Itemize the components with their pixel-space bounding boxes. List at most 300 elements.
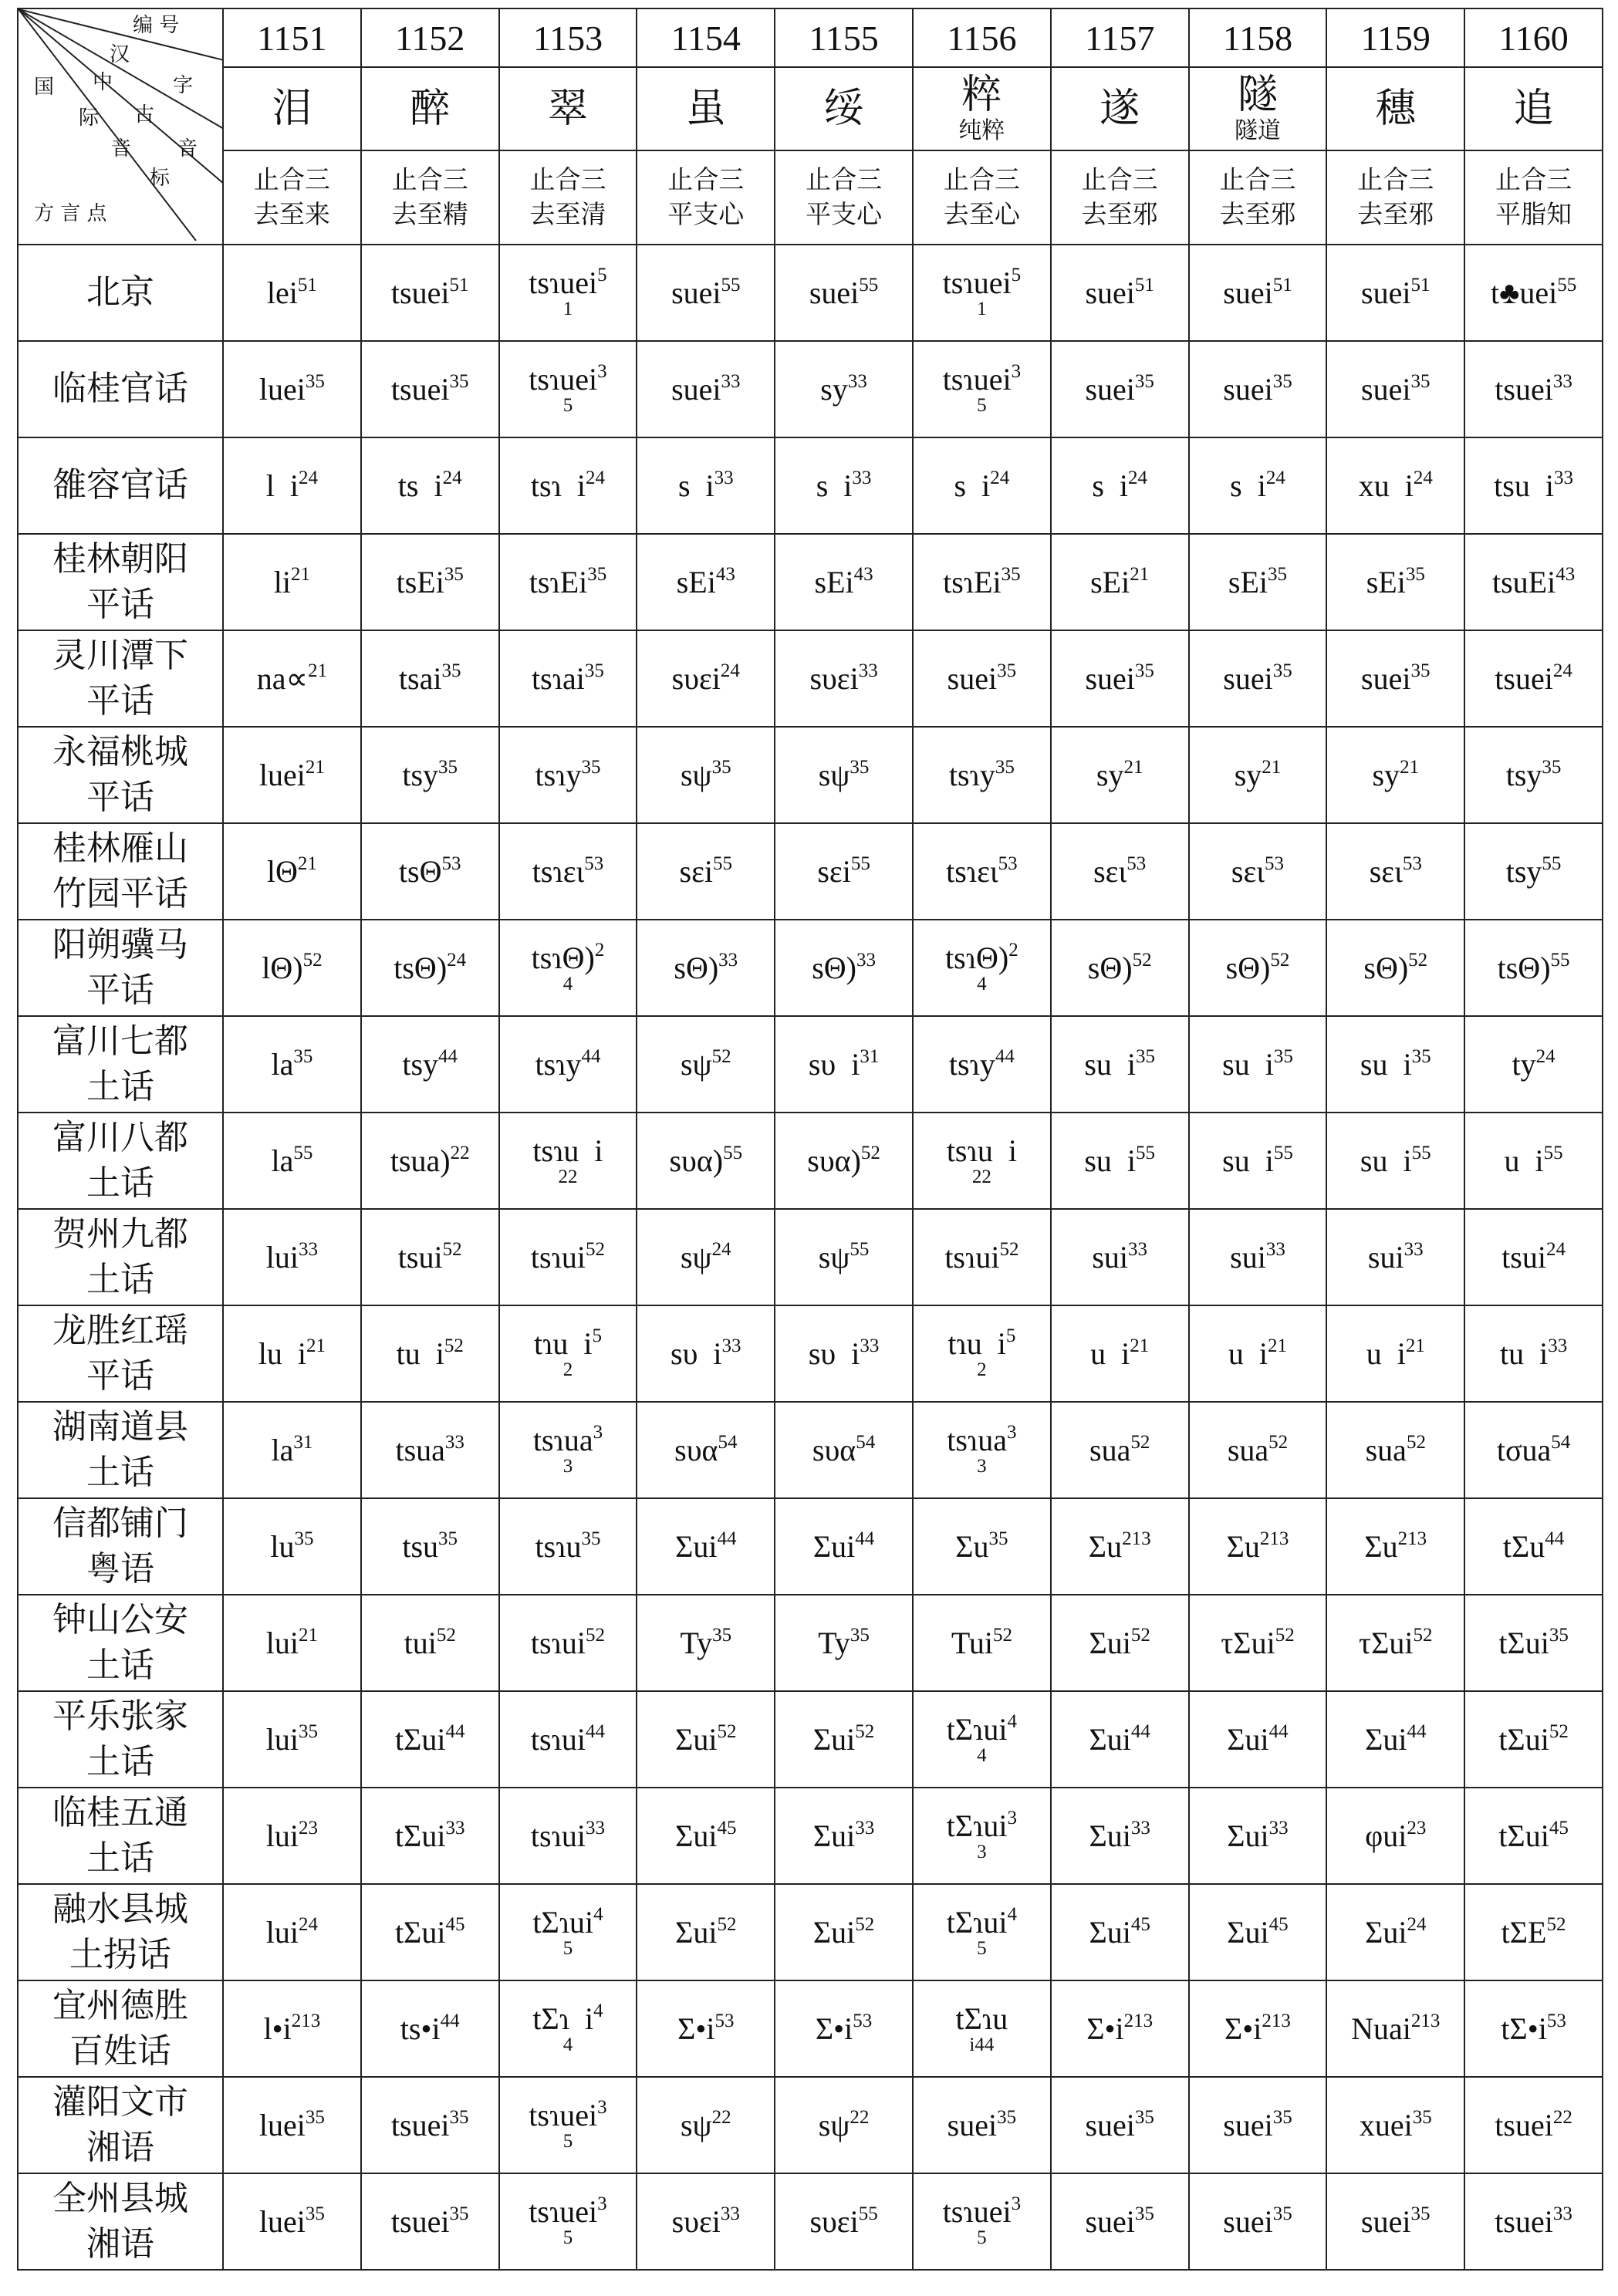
phonetic-line: [1465, 370, 1602, 407]
phonetic-cell: [361, 1305, 499, 1402]
corner-label-fangyandian: 方 言 点: [34, 202, 107, 225]
phonetic-line: [362, 370, 498, 407]
phonetic-transcription: u i: [1504, 1143, 1544, 1178]
character-glyph: 穗: [1375, 86, 1416, 132]
tone-value: 53: [714, 2010, 735, 2031]
phonetic-line: [775, 660, 912, 696]
phonetic-transcription: tsɿai: [532, 660, 585, 696]
phonetic-line: [362, 1238, 498, 1275]
tone-value: 22: [850, 2106, 870, 2128]
phonetic-transcription: lui: [265, 1721, 299, 1757]
column-number: 1154: [637, 8, 775, 67]
phonetic-transcription: Σui: [1227, 1721, 1269, 1757]
tone-value: 22: [711, 2106, 731, 2128]
tone-value: 55: [859, 274, 879, 295]
phonetic-transcription: sυα): [807, 1143, 861, 1178]
phonetic-line: [637, 853, 774, 889]
dialect-location: [18, 437, 223, 534]
dialect-location-line2: 土话: [86, 1066, 154, 1106]
phonetic-transcription: sυεi: [671, 660, 721, 696]
phonetic-line: [914, 1711, 1050, 1747]
phonetic-cell: [637, 1113, 775, 1209]
phonetic-line: [224, 2203, 360, 2239]
phonetic-cell: [223, 1016, 361, 1113]
tone-value: 213: [1123, 2010, 1154, 2031]
phonetic-transcription: sΘ): [674, 950, 719, 985]
tone-value: 21: [305, 756, 325, 778]
phonetic-transcription: tsɿuei: [942, 265, 1012, 300]
phonetic-cell: [637, 1884, 775, 1980]
phonetic-line: [1190, 1913, 1326, 1950]
tone-value: 55: [858, 2203, 878, 2224]
phonetic-line: [500, 1135, 637, 1167]
phonetic-cell: [361, 1691, 499, 1788]
phonetic-cell: [1189, 1305, 1327, 1402]
phonetic-line: [1190, 1142, 1326, 1178]
phonetic-cell: [1326, 1884, 1464, 1980]
dialect-location-line1: 钟山公安: [52, 1600, 188, 1640]
tone-value: 35: [1136, 1045, 1156, 1067]
phonetic-cell: [499, 437, 637, 534]
phonetic-cell: [1189, 1498, 1327, 1595]
phonetic-cell: [361, 727, 499, 823]
dialect-row: [18, 1595, 1603, 1691]
dialect-table: [17, 8, 1603, 2271]
tone-value: 52: [442, 1238, 462, 1260]
phonetic-cell: [1051, 1305, 1189, 1402]
tone-value: 51: [297, 274, 317, 295]
tone-value: 213: [1122, 1528, 1151, 1549]
phonetic-line: [1327, 756, 1464, 792]
tone-value: 4: [593, 1904, 603, 1925]
phonetic-transcription: Ty: [680, 1625, 713, 1660]
phonetic-cell: [1464, 727, 1603, 823]
phonetic-line: [637, 467, 774, 503]
phonetic-cell: [1326, 437, 1464, 534]
middle-chinese-rhyme: 止合三: [1081, 164, 1158, 195]
phonetic-cell: [1189, 920, 1327, 1016]
phonetic-transcription: tsɿy: [535, 1046, 582, 1082]
dialect-location-line1: 富川八都: [52, 1118, 188, 1158]
phonetic-cell: [1464, 1113, 1603, 1209]
phonetic-cell: [637, 727, 775, 823]
phonetic-line: [500, 1238, 637, 1275]
phonetic-cell: [637, 1402, 775, 1498]
phonetic-cell: [1051, 1788, 1189, 1884]
character-glyph: 粹: [961, 71, 1002, 118]
phonetic-transcription: suei: [809, 275, 860, 310]
phonetic-line: [914, 853, 1050, 889]
phonetic-cell: [1189, 1691, 1327, 1788]
tone-value: 44: [717, 1528, 737, 1549]
phonetic-cell: [499, 1884, 637, 1980]
phonetic-transcription: lei: [266, 275, 298, 310]
phonetic-line: [1327, 660, 1464, 696]
phonetic-line: [1052, 2010, 1188, 2046]
character-glyph: 遂: [1099, 86, 1140, 132]
middle-chinese-tone-initial: 去至来: [253, 199, 330, 229]
phonetic-cell: [1326, 727, 1464, 823]
phonetic-cell: [361, 1402, 499, 1498]
tone-value: 35: [305, 2203, 325, 2224]
phonetic-line: [914, 1045, 1050, 1082]
tone-value: 35: [1542, 756, 1562, 778]
phonetic-line: [500, 467, 637, 503]
tone-value: 24: [1413, 467, 1433, 488]
phonetic-transcription: tsɿui: [530, 1721, 586, 1757]
phonetic-cell: [775, 920, 913, 1016]
phonetic-line: [1190, 2010, 1326, 2046]
phonetic-line: [362, 274, 498, 310]
phonetic-cell: [1051, 1402, 1189, 1498]
middle-chinese-tone-initial: 平支心: [667, 199, 745, 229]
phonetic-cell: [1051, 1884, 1189, 1980]
phonetic-transcription: sui: [1092, 1239, 1129, 1275]
phonetic-transcription: Tui: [951, 1625, 993, 1660]
phonetic-line: [1190, 756, 1326, 792]
phonetic-transcription: Σui: [675, 1721, 718, 1757]
tone-value: 52: [855, 1720, 875, 1742]
tone-value: 33: [1548, 1335, 1568, 1356]
phonetic-cell: [361, 437, 499, 534]
tone-value: 53: [853, 2010, 873, 2031]
phonetic-line: [637, 1913, 774, 1950]
character-glyph: 醉: [410, 86, 451, 132]
middle-chinese-tone-initial: 去至邪: [1357, 199, 1434, 229]
dialect-location: [18, 1305, 223, 1402]
phonetic-line: [775, 853, 912, 889]
phonetic-line: [914, 467, 1050, 503]
phonetic-line: [914, 1624, 1050, 1660]
phonetic-transcription: τΣui: [1221, 1625, 1275, 1660]
phonetic-cell: [1464, 2173, 1603, 2270]
phonetic-transcription: Σ•i: [1224, 2011, 1262, 2046]
phonetic-line: [500, 267, 637, 299]
tone-value: 24: [1407, 1913, 1427, 1935]
phonetic-line: [500, 1720, 637, 1757]
phonetic-transcription: tsɿΘ): [945, 940, 1009, 975]
phonetic-transcription: tsɿy: [948, 757, 995, 792]
column-number: 1157: [1051, 8, 1189, 67]
tone-value: 21: [1123, 756, 1143, 778]
tone-value: 33: [1265, 1238, 1285, 1260]
phonetic-transcription: ts i: [397, 468, 443, 503]
phonetic-cell: [223, 1595, 361, 1691]
phonetic-transcription: Σui: [1089, 1625, 1131, 1660]
phonetic-cell: [1326, 1113, 1464, 1209]
dialect-row: [18, 1498, 1603, 1595]
tone-value: 33: [860, 1335, 880, 1356]
phonetic-cell: [1051, 727, 1189, 823]
phonetic-line: [1465, 756, 1602, 792]
header-row-middle-chinese: [18, 150, 1603, 245]
dialect-location: [18, 1788, 223, 1884]
phonetic-transcription: Σui: [812, 1721, 856, 1757]
tone-value: 53: [441, 853, 461, 874]
corner-label-guoji-2: 际: [79, 106, 100, 130]
middle-chinese-cell: [637, 150, 775, 245]
phonetic-transcription: Σu: [955, 1528, 989, 1564]
phonetic-line: [1465, 1142, 1602, 1178]
phonetic-transcription: sυ i: [808, 1335, 860, 1371]
phonetic-line: [1190, 563, 1326, 599]
phonetic-cell: [1189, 630, 1327, 727]
phonetic-line: [1465, 1335, 1602, 1371]
phonetic-transcription: Σ•i: [677, 2011, 715, 2046]
phonetic-line: [1327, 1624, 1464, 1660]
phonetic-cell: [1326, 1209, 1464, 1305]
phonetic-line: [362, 1624, 498, 1660]
phonetic-cell: [499, 341, 637, 437]
tone-value: 35: [995, 756, 1015, 778]
tone-value: 44: [586, 1720, 606, 1742]
tone-value: 23: [1407, 1817, 1427, 1838]
phonetic-cell: [1464, 1016, 1603, 1113]
phonetic-line: [224, 1431, 360, 1467]
phonetic-line: [1465, 1624, 1602, 1660]
phonetic-cell: [913, 1305, 1051, 1402]
phonetic-cell: [637, 1209, 775, 1305]
tone-value: 52: [1406, 1431, 1426, 1453]
phonetic-transcription: Nuai: [1351, 2011, 1411, 2046]
phonetic-cell: [913, 1209, 1051, 1305]
phonetic-transcription: tsui: [397, 1239, 443, 1275]
dialect-location: [18, 1209, 223, 1305]
phonetic-cell: [361, 1980, 499, 2077]
phonetic-cell: [637, 1016, 775, 1113]
tone-value: 52: [1268, 1431, 1289, 1453]
phonetic-cell: [1051, 1113, 1189, 1209]
phonetic-line: [1052, 1238, 1188, 1275]
tone-value: 44: [855, 1528, 875, 1549]
tone-value: 43: [715, 563, 735, 585]
tone-value: 213: [1259, 1528, 1289, 1549]
tone-value: 53: [1546, 2010, 1566, 2031]
phonetic-cell: [1189, 245, 1327, 341]
tone-value: 35: [441, 660, 461, 681]
phonetic-line: [224, 2010, 360, 2046]
phonetic-transcription: tsy: [1505, 757, 1542, 792]
phonetic-line: [637, 1720, 774, 1757]
phonetic-cell: [913, 630, 1051, 727]
tone-value-wrapped: 22: [558, 1167, 578, 1187]
phonetic-cell: [775, 1402, 913, 1498]
phonetic-transcription: tΣu: [1502, 1528, 1545, 1564]
middle-chinese-tone-initial: 去至清: [529, 199, 606, 229]
phonetic-transcription: tsuei: [1495, 2203, 1553, 2239]
tone-value: 21: [1262, 756, 1282, 778]
phonetic-transcription: la: [271, 1143, 294, 1178]
phonetic-line: [1190, 1045, 1326, 1082]
phonetic-transcription: tsɿuei: [529, 265, 598, 300]
dialect-row: [18, 245, 1603, 341]
phonetic-line: [914, 563, 1050, 599]
phonetic-cell: [1189, 1113, 1327, 1209]
phonetic-cell: [361, 920, 499, 1016]
phonetic-cell: [775, 823, 913, 920]
phonetic-cell: [775, 341, 913, 437]
phonetic-line: [500, 563, 637, 599]
phonetic-line: [224, 1817, 360, 1853]
tone-value: 52: [717, 1720, 737, 1742]
corner-label-yinbiao-1: 音: [111, 137, 132, 160]
phonetic-transcription: sΘ): [1225, 950, 1271, 985]
phonetic-line: [1327, 467, 1464, 503]
phonetic-line: [1465, 1720, 1602, 1757]
phonetic-line: [1190, 1431, 1326, 1467]
phonetic-cell: [1464, 1305, 1603, 1402]
phonetic-transcription: Σui: [1227, 1914, 1269, 1950]
dialect-location: [18, 1113, 223, 1209]
phonetic-line: [1465, 1238, 1602, 1275]
phonetic-cell: [1051, 2173, 1189, 2270]
phonetic-transcription: li: [273, 564, 292, 599]
phonetic-line: [362, 660, 498, 696]
phonetic-cell: [1464, 1402, 1603, 1498]
phonetic-cell: [223, 1305, 361, 1402]
tone-value: 22: [450, 1142, 470, 1163]
phonetic-cell: [637, 534, 775, 630]
dialect-location-line1: 龙胜红瑶: [52, 1311, 188, 1351]
corner-label-yinbiao-2: 音: [177, 137, 198, 160]
middle-chinese-tone-initial: 去至邪: [1219, 199, 1296, 229]
phonetic-cell: [775, 437, 913, 534]
phonetic-cell: [1189, 1788, 1327, 1884]
phonetic-transcription: tsua): [390, 1143, 451, 1178]
phonetic-transcription: na∝: [256, 660, 309, 696]
phonetic-transcription: tsɿEi: [943, 564, 1002, 599]
character-cell: [499, 67, 637, 150]
character-cell: [637, 67, 775, 150]
phonetic-transcription: tsɿy: [948, 1046, 995, 1082]
tone-value: 21: [1405, 1335, 1425, 1356]
dialect-location: [18, 1402, 223, 1498]
phonetic-cell: [1326, 630, 1464, 727]
phonetic-line: [224, 1045, 360, 1082]
dialect-location: [18, 341, 223, 437]
tone-value: 35: [1272, 370, 1292, 392]
phonetic-cell: [361, 534, 499, 630]
phonetic-cell: [1326, 534, 1464, 630]
tone-value: 35: [1410, 2203, 1431, 2224]
phonetic-line: [637, 660, 774, 696]
phonetic-cell: [775, 1113, 913, 1209]
phonetic-line: [1465, 274, 1602, 310]
phonetic-cell: [913, 2077, 1051, 2173]
dialect-location-line2: 土话: [86, 1259, 154, 1299]
phonetic-transcription: tsuei: [390, 2203, 450, 2239]
phonetic-line: [1465, 1817, 1602, 1853]
tone-value: 3: [1007, 1808, 1018, 1828]
phonetic-line: [1052, 1528, 1188, 1564]
tone-value: 35: [438, 756, 458, 778]
dialect-location-line1: 平乐张家: [52, 1697, 188, 1737]
middle-chinese-cell: [1464, 150, 1603, 245]
phonetic-transcription: Σui: [1089, 1818, 1131, 1853]
phonetic-transcription: tsΘ): [394, 950, 448, 985]
tone-value: 24: [442, 467, 462, 488]
phonetic-line: [637, 370, 774, 407]
corner-label-yinbiao-3: 标: [150, 167, 171, 190]
tone-value: 3: [1011, 2193, 1022, 2214]
phonetic-line: [362, 949, 498, 985]
phonetic-line: [637, 1238, 774, 1275]
phonetic-cell: [1326, 920, 1464, 1016]
phonetic-cell: [1326, 1305, 1464, 1402]
middle-chinese-tone-initial: 去至邪: [1081, 199, 1158, 229]
phonetic-line: [500, 1817, 637, 1853]
phonetic-transcription: tsɿEi: [529, 564, 588, 599]
middle-chinese-tone-initial: 平脂知: [1495, 199, 1572, 229]
phonetic-line: [362, 1335, 498, 1371]
character-glyph: 翠: [547, 86, 588, 132]
phonetic-transcription: sψ: [818, 1239, 850, 1275]
phonetic-line: [224, 274, 360, 310]
middle-chinese-cell: [499, 150, 637, 245]
tone-value: 33: [1404, 1238, 1424, 1260]
table-body: [18, 245, 1603, 2270]
phonetic-line: [362, 1528, 498, 1564]
tone-value: 5: [1005, 1325, 1016, 1346]
phonetic-transcription: Σu: [1226, 1528, 1260, 1564]
tone-value: 3: [597, 2193, 607, 2214]
phonetic-cell: [913, 2173, 1051, 2270]
middle-chinese-rhyme: 止合三: [806, 164, 883, 195]
phonetic-line: [637, 274, 774, 310]
phonetic-line: [637, 1335, 774, 1371]
phonetic-cell: [1464, 1788, 1603, 1884]
tone-value: 55: [723, 1142, 743, 1163]
phonetic-transcription: la: [271, 1432, 294, 1467]
phonetic-line: [1327, 2106, 1464, 2142]
phonetic-cell: [1326, 823, 1464, 920]
dialect-location-line1: 灌阳文市: [52, 2082, 188, 2122]
tone-value: 33: [1552, 2203, 1572, 2224]
phonetic-line: [637, 1528, 774, 1564]
dialect-location-line2: 土拐话: [69, 1934, 171, 1974]
dialect-location-line1: 临桂官话: [52, 369, 188, 409]
phonetic-line: [1465, 467, 1602, 503]
dialect-row: [18, 2173, 1603, 2270]
phonetic-line: [1327, 1913, 1464, 1950]
phonetic-cell: [223, 630, 361, 727]
phonetic-cell: [223, 437, 361, 534]
phonetic-line: [1327, 1335, 1464, 1371]
dialect-location: [18, 1595, 223, 1691]
phonetic-line: [775, 1238, 912, 1275]
phonetic-transcription: tsui: [1501, 1239, 1546, 1275]
phonetic-cell: [1051, 1595, 1189, 1691]
middle-chinese-rhyme: 止合三: [943, 164, 1020, 195]
tone-value: 3: [593, 1422, 603, 1443]
phonetic-cell: [361, 341, 499, 437]
phonetic-cell: [1464, 920, 1603, 1016]
phonetic-cell: [499, 1595, 637, 1691]
tone-value: 53: [584, 853, 604, 874]
phonetic-transcription: su i: [1084, 1143, 1137, 1178]
phonetic-transcription: sυα: [812, 1432, 856, 1467]
tone-value: 35: [305, 2106, 325, 2128]
phonetic-line: [775, 563, 912, 599]
phonetic-cell: [775, 1884, 913, 1980]
tone-value: 35: [1273, 1045, 1293, 1067]
phonetic-transcription: tɿu i: [533, 1326, 593, 1361]
phonetic-line: [500, 853, 637, 889]
middle-chinese-rhyme: 止合三: [1219, 164, 1296, 195]
tone-value: 52: [1275, 1624, 1295, 1646]
phonetic-cell: [361, 630, 499, 727]
tone-value: 33: [720, 2203, 740, 2224]
